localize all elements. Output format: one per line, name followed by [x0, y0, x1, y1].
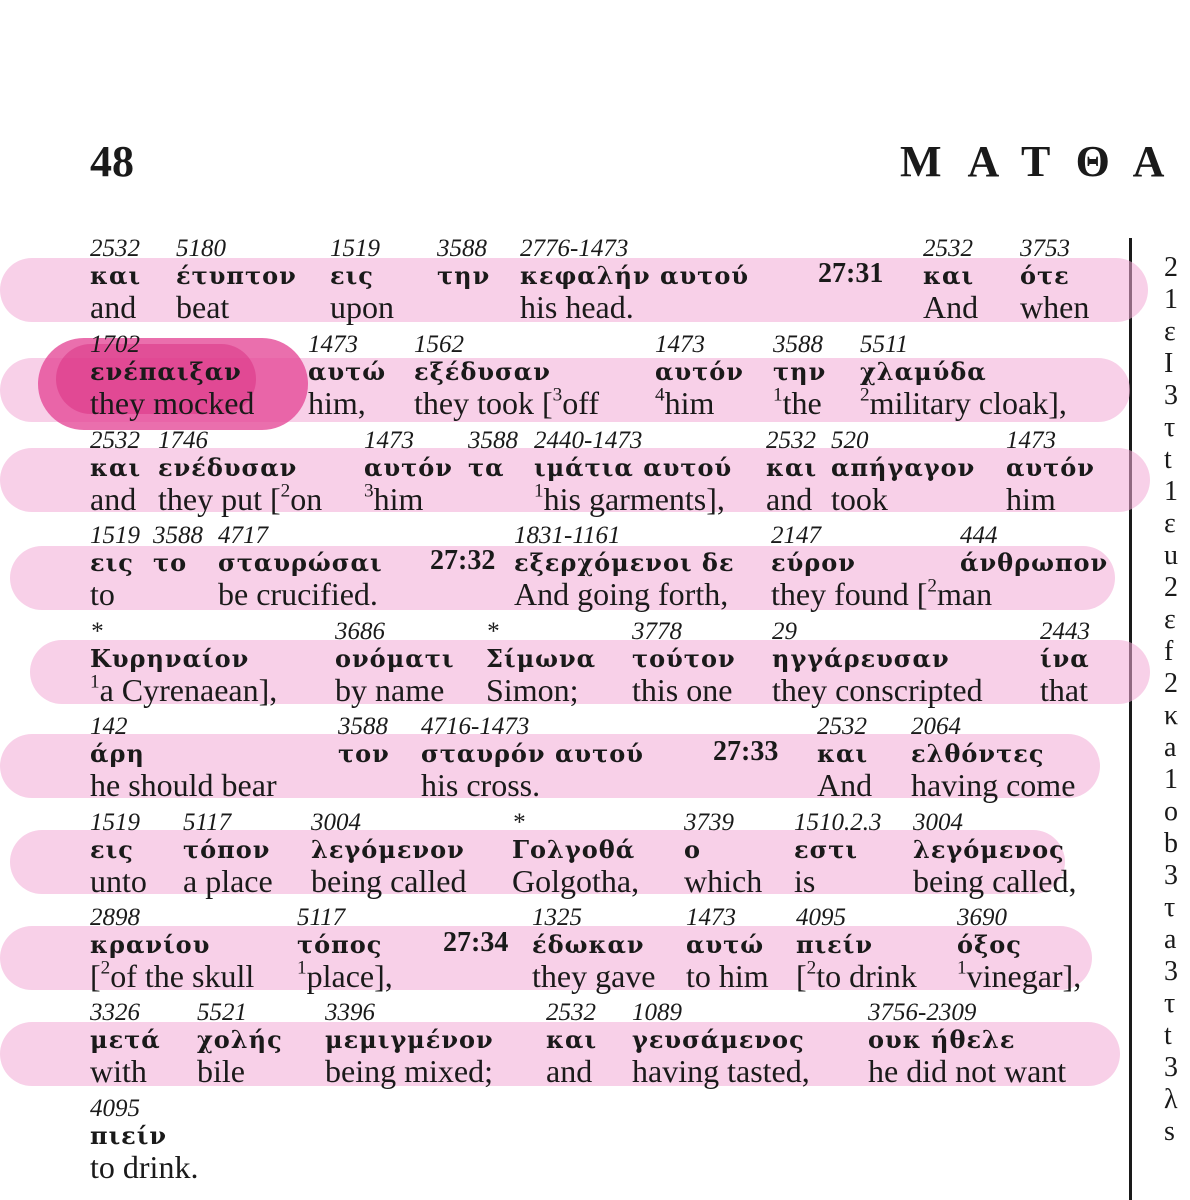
- edge-glyph: s: [1164, 1116, 1175, 1147]
- greek-word: σταυρόν αυτού: [421, 739, 644, 768]
- greek-word: και: [90, 453, 142, 482]
- greek-word: αυτόν: [364, 453, 453, 482]
- strongs-number: *: [512, 809, 525, 836]
- edge-glyph: a: [1164, 732, 1177, 763]
- greek-word: τον: [338, 739, 390, 768]
- edge-glyph: a: [1164, 924, 1177, 955]
- strongs-number: 5180: [176, 235, 226, 262]
- english-gloss: took: [831, 481, 888, 517]
- strongs-number: 3326: [90, 999, 140, 1026]
- strongs-number: 3004: [311, 809, 361, 836]
- strongs-number: *: [486, 618, 499, 645]
- edge-glyph: 2: [1164, 252, 1178, 283]
- english-gloss: is: [794, 863, 816, 899]
- strongs-number: 2532: [923, 235, 973, 262]
- greek-word: αυτώ: [686, 930, 765, 959]
- strongs-number: 2532: [90, 427, 140, 454]
- greek-word: τα: [468, 453, 505, 482]
- greek-word: σταυρώσαι: [218, 548, 383, 577]
- strongs-number: 142: [90, 713, 128, 740]
- strongs-number: 3588: [153, 522, 203, 549]
- strongs-number: 3686: [335, 618, 385, 645]
- edge-glyph: f: [1164, 636, 1174, 667]
- strongs-number: 520: [831, 427, 869, 454]
- greek-word: εστι: [794, 835, 859, 864]
- english-gloss: which: [684, 863, 763, 899]
- strongs-number: 3588: [437, 235, 487, 262]
- edge-glyph: I: [1164, 348, 1174, 379]
- strongs-number: 3739: [684, 809, 734, 836]
- english-gloss: being mixed;: [325, 1053, 493, 1089]
- english-gloss: to drink.: [90, 1149, 199, 1185]
- greek-word: πιείν: [796, 930, 874, 959]
- strongs-number: 1473: [655, 331, 705, 358]
- english-gloss: a place: [183, 863, 273, 899]
- english-gloss: and: [546, 1053, 593, 1089]
- strongs-number: 2898: [90, 904, 140, 931]
- strongs-number: 29: [772, 618, 797, 645]
- greek-word: και: [90, 261, 142, 290]
- greek-word: λεγόμενος: [913, 835, 1065, 864]
- strongs-number: 1562: [414, 331, 464, 358]
- english-gloss: and: [90, 481, 137, 517]
- greek-word: Κυρηναίον: [90, 644, 250, 673]
- greek-word: την: [437, 261, 491, 290]
- english-gloss: they gave: [532, 958, 656, 994]
- english-gloss: being called: [311, 863, 467, 899]
- strongs-number: 2532: [817, 713, 867, 740]
- english-gloss: $^1$vinegar],: [957, 957, 1082, 994]
- english-gloss: they took [$^3$off: [414, 384, 599, 421]
- verse-reference: 27:34: [443, 927, 509, 958]
- greek-word: τούτον: [632, 644, 736, 673]
- strongs-number: 2532: [90, 235, 140, 262]
- strongs-number: 1473: [308, 331, 358, 358]
- english-gloss: having tasted,: [632, 1053, 810, 1089]
- strongs-number: 5511: [860, 331, 909, 358]
- strongs-number: 3004: [913, 809, 963, 836]
- strongs-number: 3778: [632, 618, 682, 645]
- edge-glyph: 3: [1164, 380, 1178, 411]
- english-gloss: [$^2$of the skull: [90, 957, 255, 994]
- verse-reference: 27:31: [818, 258, 884, 289]
- strongs-number: 1519: [90, 809, 140, 836]
- english-gloss: by name: [335, 672, 445, 708]
- book-title: ΜΑΤΘΑ: [900, 137, 1190, 186]
- strongs-number: 5521: [197, 999, 247, 1026]
- greek-word: απήγαγον: [831, 453, 976, 482]
- edge-glyph: τ: [1164, 412, 1176, 443]
- english-gloss: beat: [176, 289, 230, 325]
- english-gloss: be crucified.: [218, 576, 378, 612]
- english-gloss: $^2$military cloak],: [860, 384, 1067, 421]
- greek-word: κρανίου: [90, 930, 211, 959]
- greek-word: ενέπαιξαν: [90, 357, 242, 386]
- english-gloss: $^4$him: [655, 384, 715, 421]
- english-gloss: And: [923, 289, 979, 325]
- strongs-number: 1519: [90, 522, 140, 549]
- strongs-number: 1831-1161: [514, 522, 621, 549]
- greek-word: μετά: [90, 1025, 161, 1054]
- strongs-number: 2532: [546, 999, 596, 1026]
- strongs-number: 2064: [911, 713, 961, 740]
- strongs-number: 3588: [468, 427, 518, 454]
- greek-word: εις: [90, 835, 134, 864]
- edge-glyph: 2: [1164, 572, 1178, 603]
- strongs-number: 3756-2309: [868, 999, 977, 1026]
- edge-glyph: u: [1164, 540, 1178, 571]
- greek-word: πιείν: [90, 1121, 168, 1150]
- strongs-number: 2440-1473: [534, 427, 643, 454]
- english-gloss: when: [1020, 289, 1090, 325]
- english-gloss: with: [90, 1053, 147, 1089]
- greek-word: ίνα: [1040, 644, 1090, 673]
- page-number: 48: [90, 137, 134, 186]
- english-gloss: they mocked: [90, 385, 255, 421]
- greek-word: εις: [330, 261, 374, 290]
- english-gloss: his head.: [520, 289, 634, 325]
- greek-word: χλαμύδα: [860, 357, 987, 386]
- greek-word: ο: [684, 835, 702, 864]
- edge-glyph: 3: [1164, 1052, 1178, 1083]
- strongs-number: 2443: [1040, 618, 1090, 645]
- english-gloss: they put [$^2$on: [158, 480, 323, 517]
- strongs-number: 3588: [773, 331, 823, 358]
- greek-word: Σίμωνα: [486, 644, 597, 673]
- english-gloss: he did not want: [868, 1053, 1067, 1089]
- english-gloss: being called,: [913, 863, 1077, 899]
- english-gloss: Golgotha,: [512, 863, 640, 899]
- greek-word: μεμιγμένον: [325, 1025, 494, 1054]
- edge-glyph: ο: [1164, 796, 1178, 827]
- edge-glyph: κ: [1164, 700, 1179, 731]
- verse-reference: 27:33: [713, 736, 779, 767]
- greek-word: ιμάτια αυτού: [534, 453, 733, 482]
- edge-glyph: 1: [1164, 476, 1178, 507]
- column-divider: [1129, 238, 1132, 1200]
- greek-word: εύρον: [771, 548, 856, 577]
- edge-glyph: λ: [1164, 1084, 1178, 1115]
- english-gloss: having come: [911, 767, 1076, 803]
- english-gloss: him,: [308, 385, 366, 421]
- greek-word: γευσάμενος: [632, 1025, 805, 1054]
- edge-glyph: ε: [1164, 508, 1176, 539]
- greek-word: ουκ ήθελε: [868, 1025, 1016, 1054]
- greek-word: αυτώ: [308, 357, 387, 386]
- edge-glyph: 3: [1164, 956, 1178, 987]
- edge-glyph: τ: [1164, 892, 1176, 923]
- edge-glyph: t: [1164, 444, 1172, 475]
- strongs-number: 1325: [532, 904, 582, 931]
- greek-word: εξέδυσαν: [414, 357, 551, 386]
- greek-word: ηγγάρευσαν: [772, 644, 950, 673]
- greek-word: λεγόμενον: [311, 835, 465, 864]
- edge-glyph: ε: [1164, 604, 1176, 635]
- strongs-number: 4716-1473: [421, 713, 530, 740]
- strongs-number: 4095: [796, 904, 846, 931]
- edge-glyph: b: [1164, 828, 1178, 859]
- greek-word: ενέδυσαν: [158, 453, 298, 482]
- strongs-number: 4095: [90, 1095, 140, 1122]
- strongs-number: 1519: [330, 235, 380, 262]
- edge-glyph: 3: [1164, 860, 1178, 891]
- greek-word: κεφαλήν αυτού: [520, 261, 749, 290]
- greek-word: ελθόντες: [911, 739, 1045, 768]
- strongs-number: 1473: [686, 904, 736, 931]
- greek-word: τόπος: [297, 930, 383, 959]
- greek-word: και: [923, 261, 975, 290]
- greek-word: έδωκαν: [532, 930, 645, 959]
- strongs-number: 1089: [632, 999, 682, 1026]
- english-gloss: they found [$^2$man: [771, 575, 993, 612]
- greek-word: αυτόν: [1006, 453, 1095, 482]
- greek-word: ότε: [1020, 261, 1070, 290]
- greek-word: εξερχόμενοι δε: [514, 548, 735, 577]
- strongs-number: 5117: [297, 904, 346, 931]
- english-gloss: And: [817, 767, 873, 803]
- english-gloss: $^1$the: [773, 384, 822, 421]
- strongs-number: 2776-1473: [520, 235, 629, 262]
- english-gloss: him: [1006, 481, 1056, 517]
- greek-word: άρη: [90, 739, 145, 768]
- english-gloss: $^1$a Cyrenaean],: [90, 671, 278, 708]
- greek-word: όξος: [957, 930, 1022, 959]
- strongs-number: *: [90, 618, 103, 645]
- english-gloss: they conscripted: [772, 672, 983, 708]
- strongs-number: 1746: [158, 427, 208, 454]
- edge-glyph: τ: [1164, 988, 1176, 1019]
- strongs-number: 444: [960, 522, 998, 549]
- greek-word: εις: [90, 548, 134, 577]
- strongs-number: 1473: [1006, 427, 1056, 454]
- english-gloss: he should bear: [90, 767, 277, 803]
- english-gloss: $^1$his garments],: [534, 480, 725, 517]
- edge-glyph: 1: [1164, 764, 1178, 795]
- strongs-number: 1510.2.3: [794, 809, 882, 836]
- english-gloss: that: [1040, 672, 1088, 708]
- greek-word: ονόματι: [335, 644, 455, 673]
- edge-glyph: 1: [1164, 284, 1178, 315]
- edge-glyph: ε: [1164, 316, 1176, 347]
- english-gloss: and: [90, 289, 137, 325]
- english-gloss: and: [766, 481, 813, 517]
- strongs-number: 1473: [364, 427, 414, 454]
- edge-glyph: t: [1164, 1020, 1172, 1051]
- english-gloss: $^1$place],: [297, 957, 393, 994]
- greek-word: το: [153, 548, 188, 577]
- english-gloss: to him: [686, 958, 769, 994]
- strongs-number: 2147: [771, 522, 821, 549]
- greek-word: χολής: [197, 1025, 283, 1054]
- greek-word: τόπον: [183, 835, 271, 864]
- greek-word: Γολγοθά: [512, 835, 636, 864]
- english-gloss: $^3$him: [364, 480, 424, 517]
- greek-word: και: [546, 1025, 598, 1054]
- english-gloss: And going forth,: [514, 576, 729, 612]
- greek-word: και: [817, 739, 869, 768]
- greek-word: την: [773, 357, 827, 386]
- english-gloss: his cross.: [421, 767, 541, 803]
- english-gloss: bile: [197, 1053, 245, 1089]
- english-gloss: unto: [90, 863, 147, 899]
- strongs-number: 3753: [1020, 235, 1070, 262]
- english-gloss: Simon;: [486, 672, 579, 708]
- strongs-number: 3396: [325, 999, 375, 1026]
- strongs-number: 2532: [766, 427, 816, 454]
- strongs-number: 4717: [218, 522, 268, 549]
- greek-word: άνθρωπον: [960, 548, 1109, 577]
- strongs-number: 5117: [183, 809, 232, 836]
- strongs-number: 1702: [90, 331, 140, 358]
- english-gloss: to: [90, 576, 115, 612]
- strongs-number: 3690: [957, 904, 1007, 931]
- greek-word: αυτόν: [655, 357, 744, 386]
- english-gloss: upon: [330, 289, 394, 325]
- strongs-number: 3588: [338, 713, 388, 740]
- greek-word: έτυπτον: [176, 261, 297, 290]
- verse-reference: 27:32: [430, 545, 496, 576]
- english-gloss: this one: [632, 672, 733, 708]
- edge-glyph: 2: [1164, 668, 1178, 699]
- english-gloss: [$^2$to drink: [796, 957, 917, 994]
- greek-word: και: [766, 453, 818, 482]
